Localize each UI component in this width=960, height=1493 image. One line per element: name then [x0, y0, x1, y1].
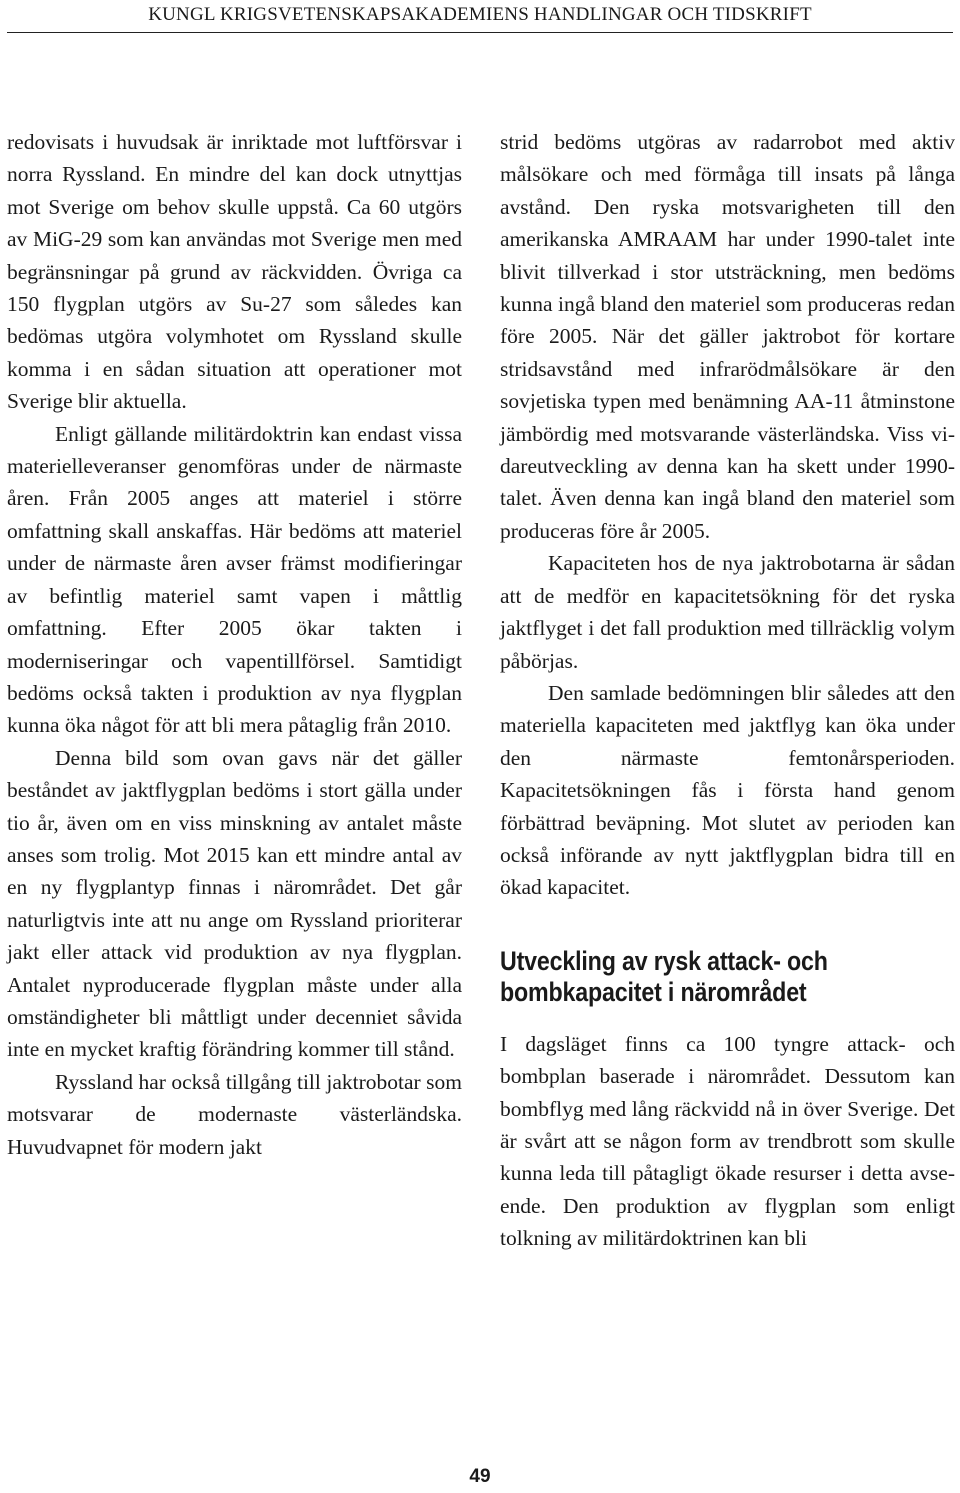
left-column — [7, 126, 462, 1163]
body-paragraph: Den samlade bedömningen blir således att den materiella kapaciteten med jaktflyg kan öka under den närmaste femtonårsperioden. Kapacitetsökningen fås i första hand genom förbättrad beväpning. Mot slutet av perioden kan också införande av nytt jaktflygplan bidra till en ökad kapacitet. — [500, 680, 955, 900]
running-header: KUNGL KRIGSVETENSKAPSAKADEMIENS HANDLINGAR OCH TIDSKRIFT — [148, 4, 812, 25]
body-paragraph: Kapaciteten hos de nya jaktrobotarna är sådan att de medför en kapacitetsökning för det ryska jaktflyget i det fall produktion med tillräcklig volym påbörjas. — [500, 551, 955, 673]
section-heading: Utveckling av rysk attack- och bombkapacitet i närområdet — [500, 945, 828, 1007]
body-paragraph: Ryssland har också tillgång till jaktrobotar som motsvarar de modernaste västerländska. Huvudvapnet för modern jakt — [7, 1069, 462, 1159]
page-number: 49 — [469, 1466, 491, 1487]
body-paragraph: I dagsläget finns ca 100 tyngre attack- och bombplan baserade i närområdet. Dessutom kan bombflyg med lång räckvidd nå in över Sverige. Det är svårt att se någon form av trendbrott som skulle kunna leda till påtagligt ökade resurser i detta avseende. Den produktion av flygplan som enligt tolkning av militärdoktrinen kan bli — [500, 1031, 955, 1251]
body-paragraph: redovisats i huvudsak är inriktade mot luftförsvar i norra Ryssland. En mindre del kan dock utnyttjas mot Sverige om behov skulle uppstå. Ca 60 utgörs av MiG-29 som kan användas mot Sverige men med begränsningar på grund av räckvidden. Övriga ca 150 flygplan utgörs av Su-27 som således kan bedömas utgöra volymhotet om Ryssland skulle komma i en sådan situation att operationer mot Sverige blir aktuella. — [7, 130, 462, 414]
body-paragraph: Denna bild som ovan gavs när det gäller beståndet av jaktflygplan bedöms i stort gälla under tio år, även om en viss minskning av antalet måste anses som trolig. Mot 2015 kan ett mindre antal av en ny flygplantyp finnas i närområdet. Det går naturligtvis inte att nu ange om Ryssland prioriterar jakt eller attack vid produktion av nya flygplan. Antalet nyproducerade flygplan måste under alla omständigheter bli måttligt under decenniet såvida inte en mycket kraftig förändring kommer till stånd. — [7, 745, 462, 1062]
header-rule — [7, 32, 953, 33]
right-column — [500, 126, 955, 1255]
body-paragraph: Enligt gällande militärdoktrin kan endast vissa materielleveranser genomföras under de närmaste åren. Från 2005 anges att materiel i större omfattning skall anskaffas. Här bedöms att materiel under de närmaste åren avser främst modifieringar av befintlig materiel samt vapen i måttlig omfattning. Efter 2005 ökar takten i moderniseringar och vapentillförsel. Samtidigt bedöms också takten i produktion av nya flygplan kunna öka något för att bli mera påtaglig från 2010. — [7, 421, 462, 738]
body-paragraph: strid bedöms utgöras av radarrobot med aktiv målsökare och med förmåga till insats på långa avstånd. Den ryska motsvarigheten till den amerikanska AMRAAM har under 1990-talet inte blivit tillverkad i stor utsträckning, men bedöms kunna ingå bland den materiel som produceras redan före 2005. När det gäller jaktrobot för kortare stridsavstånd med infrarödmålsökare är den sovjetiska typen med benämning AA-11 åtminstone jämbördig med motsvarande västerländska. Viss vidareutveckling av denna kan ha skett under 1990-talet. Även denna kan ingå bland den materiel som produceras före år 2005. — [500, 130, 955, 543]
